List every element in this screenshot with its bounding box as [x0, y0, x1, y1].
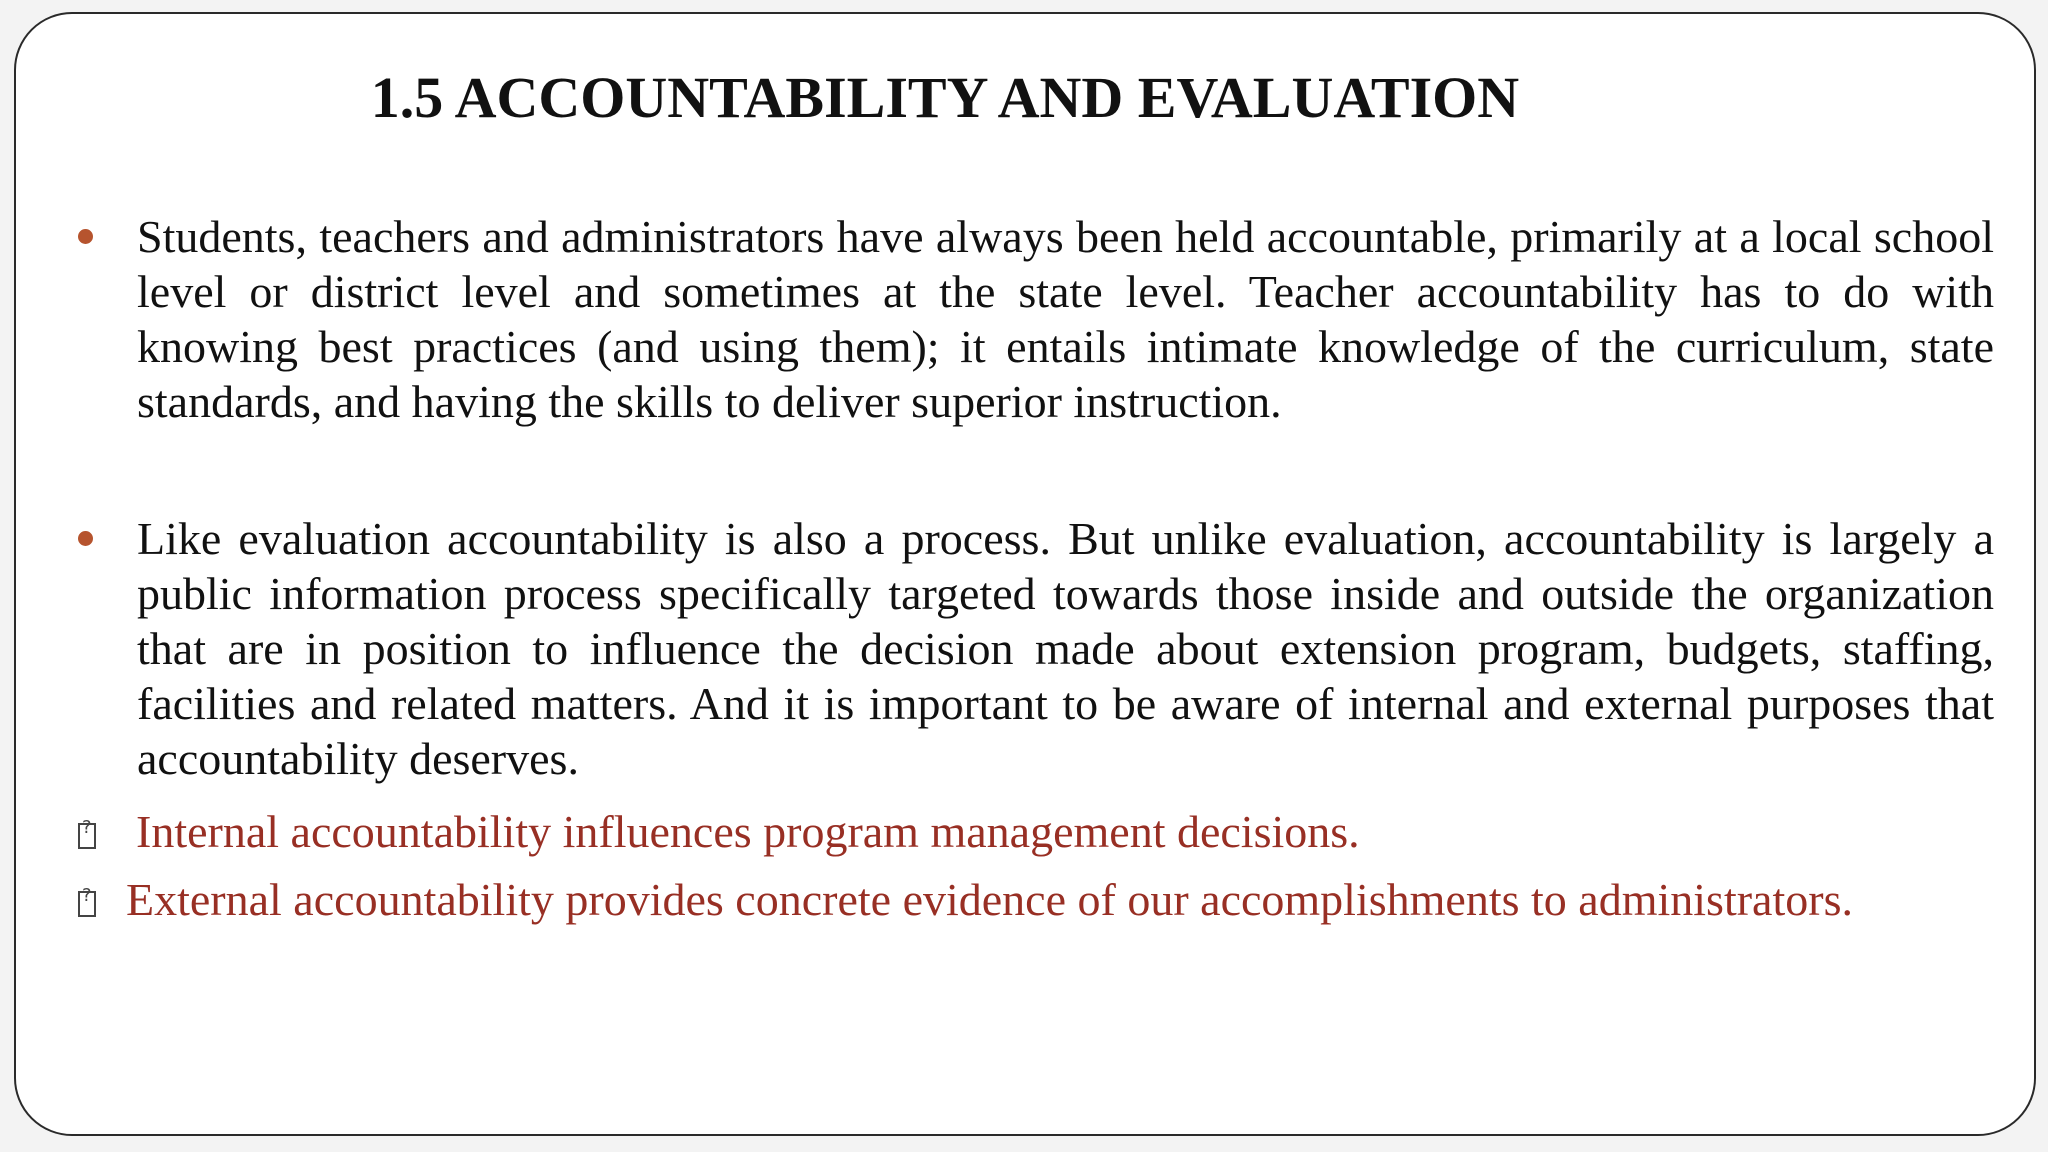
sub-point-text: External accountability provides concrete evidence of our accomplishments to administrators. — [126, 874, 1853, 925]
missing-glyph-icon — [78, 891, 96, 917]
sub-point-text: Internal accountability influences program management decisions. — [136, 806, 1360, 857]
bullet-text: Students, teachers and administrators have always been held accountable, primarily at a local school level or district level and sometimes at the state level. Teacher accountability has to do with knowing best practices (and using them); it entails intimate knowledge of the curriculum, state standards, and having the skills to deliver superior instruction. — [137, 211, 1994, 427]
round-bullet-icon — [78, 229, 93, 244]
bullet-item — [78, 511, 1994, 786]
slide — [14, 12, 2036, 1136]
sub-point-item — [78, 804, 1994, 859]
bullet-item — [78, 209, 1994, 429]
round-bullet-icon — [78, 531, 93, 546]
missing-glyph-icon — [78, 823, 96, 849]
slide-title: 1.5 ACCOUNTABILITY AND EVALUATION — [370, 65, 1520, 130]
bullet-text: Like evaluation accountability is also a process. But unlike evaluation, accountability is largely a public information process specifically targeted towards those inside and outside the organization that are in position to influence the decision made about extension program, budgets, staffing, facilities and related matters. And it is important to be aware of internal and external purposes that accountability deserves. — [137, 513, 1994, 784]
sub-point-item — [78, 872, 1994, 927]
